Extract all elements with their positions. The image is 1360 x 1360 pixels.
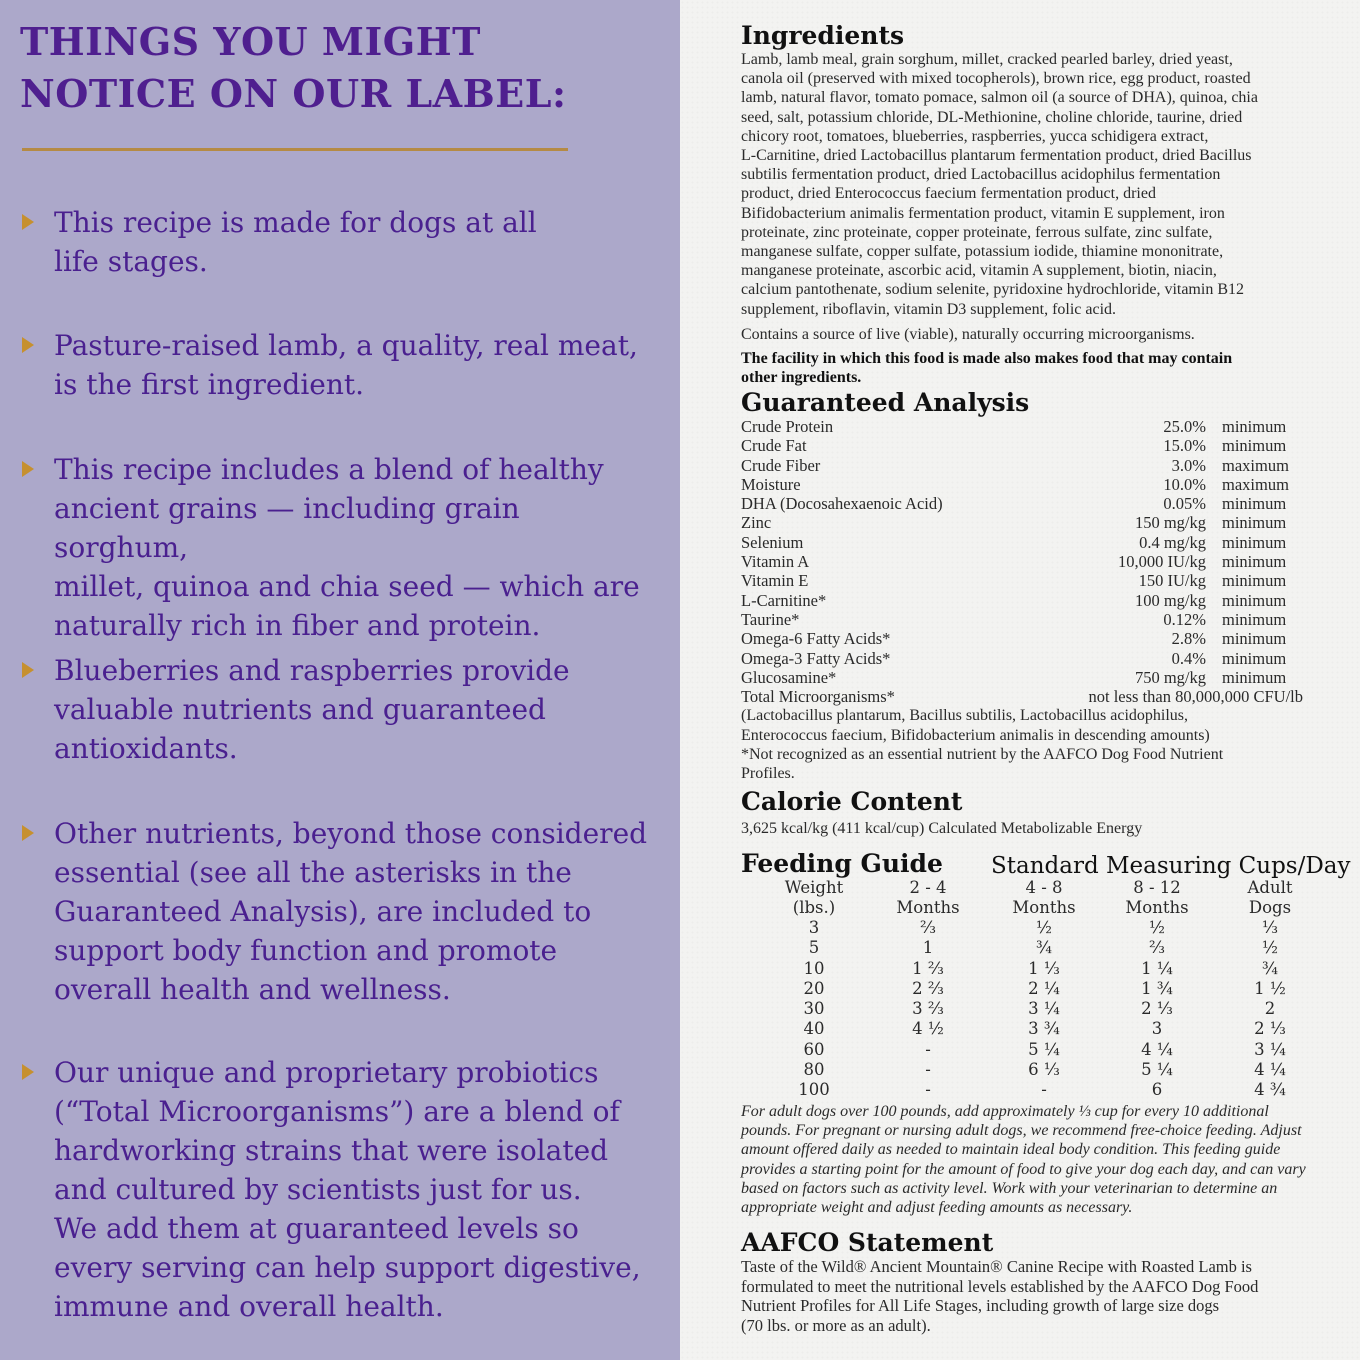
analysis-heading: Guaranteed Analysis (741, 388, 1030, 417)
feeding-cell: ⅓ (1262, 918, 1278, 937)
cups-heading: Standard Measuring Cups/Day (991, 853, 1351, 879)
feeding-cell: ¾ (1036, 938, 1052, 958)
nutrient-value: 0.4 mg/kg (1139, 532, 1206, 552)
feeding-cell: 4 ½ (912, 1019, 944, 1039)
feeding-row (741, 1019, 1341, 1039)
nutrient-value: 150 mg/kg (1134, 513, 1206, 533)
nutrient-value: 15.0% (1163, 436, 1206, 456)
nutrient-qualifier: minimum (1222, 571, 1287, 591)
bullet-text: Other nutrients, beyond those considered essential (see all the asterisks in the Guaranteed Analysis), are included to support body function and promote overall health and wellness. (54, 817, 648, 1006)
nutrient-value: 3.0% (1171, 455, 1206, 475)
analysis-row (741, 436, 1341, 455)
feeding-column-header: (lbs.) (792, 898, 836, 917)
aafco-text: Taste of the Wild® Ancient Mountain® Canine Recipe with Roasted Lamb is formulated to meet the nutritional levels established by the AAFCO Dog Food Nutrient Profiles for All Life Stages, including growth of large size dogs (70 lbs. or more as an adult). (741, 1257, 1259, 1335)
feeding-cell: ¾ (1262, 958, 1278, 978)
aafco-heading: AAFCO Statement (741, 1228, 994, 1257)
nutrient-value: 2.8% (1171, 629, 1206, 649)
feeding-cell: ⅔ (1149, 938, 1165, 958)
analysis-row (741, 668, 1341, 687)
analysis-row (741, 533, 1341, 552)
nutrient-value: not less than 80,000,000 CFU/lb (1088, 687, 1303, 707)
nutrient-qualifier: minimum (1222, 648, 1287, 668)
feeding-cell: 30 (803, 999, 825, 1019)
feeding-note: For adult dogs over 100 pounds, add approximately ⅓ cup for every 10 additional pounds. For pregnant or nursing adult dogs, we recommend free-choice feeding. Adjust amount offered daily as needed to maintain ideal body condition. This feeding guide provides a starting point for the amount of food to give your dog each day, and can vary based on factors such as activity level. Work with your veterinarian to determine an appropriate weight and adjust feeding amounts as necessary. (741, 1103, 1306, 1217)
feeding-cell: 60 (803, 1039, 825, 1059)
aafco-section (741, 1229, 1341, 1335)
feeding-cell: 2 ⅓ (1254, 1019, 1286, 1039)
feeding-cell: ⅔ (920, 918, 936, 937)
bullet-item (22, 450, 652, 645)
strains-list: (Lactobacillus plantarum, Bacillus subtilis, Lactobacillus acidophilus, Enterococcus faecium, Bifidobacterium animalis in descending amounts) (741, 707, 1210, 744)
feeding-cell: 1 (922, 938, 934, 958)
bullet-item (22, 651, 652, 768)
calorie-text: 3,625 kcal/kg (411 kcal/cup) Calculated Metabolizable Energy (741, 820, 1143, 837)
nutrient-value: 100 mg/kg (1134, 590, 1206, 610)
feeding-row (741, 959, 1341, 979)
feeding-cell: 1 ⅓ (1028, 958, 1060, 978)
feeding-cell: 3 ¼ (1028, 999, 1060, 1019)
bullet-item (22, 814, 652, 1009)
nutrient-value: 750 mg/kg (1134, 667, 1206, 687)
feeding-cell: 2 (1264, 999, 1276, 1019)
analysis-row (741, 475, 1341, 494)
feeding-cell: 6 ⅓ (1028, 1060, 1060, 1080)
nutrient-name: DHA (Docosahexaenoic Acid) (741, 494, 943, 514)
analysis-row (741, 571, 1341, 590)
feeding-cell: 3 (808, 918, 820, 937)
nutrient-qualifier: minimum (1222, 609, 1287, 629)
nutrient-qualifier: minimum (1222, 513, 1287, 533)
nutrient-value: 0.12% (1163, 609, 1206, 629)
triangle-bullet-icon (22, 825, 34, 841)
triangle-bullet-icon (22, 1064, 34, 1080)
feeding-column-header: Months (896, 898, 960, 917)
nutrient-name: Crude Fiber (741, 455, 821, 475)
nutrient-value: 150 IU/kg (1138, 571, 1206, 591)
nutrient-name: Selenium (741, 532, 804, 552)
feeding-cell: 4 ¼ (1141, 1039, 1173, 1059)
nutrient-qualifier: minimum (1222, 532, 1287, 552)
bullet-text: This recipe is made for dogs at all life stages. (54, 206, 537, 278)
bullet-text: Blueberries and raspberries provide valuable nutrients and guaranteed antioxidants. (54, 654, 570, 765)
analysis-row (741, 610, 1341, 629)
feeding-column-header: Months (1125, 898, 1189, 917)
headline-line: THINGS YOU MIGHT (20, 19, 481, 64)
feeding-row (741, 1080, 1341, 1100)
nutrient-name: Moisture (741, 474, 801, 494)
feeding-cell: 80 (803, 1060, 825, 1080)
bullet-text: Pasture-raised lamb, a quality, real meat, is the first ingredient. (54, 329, 638, 401)
feeding-column-header: Dogs (1248, 898, 1292, 917)
gold-divider (22, 148, 568, 151)
analysis-footnote: *Not recognized as an essential nutrient by the AAFCO Dog Food Nutrient Profiles. (741, 745, 1224, 783)
nutrient-name: Taurine* (741, 609, 800, 629)
feeding-cell: ½ (1262, 938, 1278, 958)
feeding-cell: 1 ⅔ (912, 958, 944, 978)
nutrient-qualifier: minimum (1222, 494, 1287, 514)
nutrient-qualifier: minimum (1222, 629, 1287, 649)
feeding-table-header (741, 878, 1341, 918)
bullet-text: This recipe includes a blend of healthy ancient grains — including grain sorghum, millet, quinoa and chia seed — which are naturally rich in fiber and protein. (54, 453, 640, 642)
triangle-bullet-icon (22, 337, 34, 353)
bullet-text: Our unique and proprietary probiotics (“Total Microorganisms”) are a blend of hardworking strains that were isolated and cultured by scientists just for us. We add them at guaranteed levels so every serving can help support digestive, immune and overall health. (54, 1056, 641, 1323)
feeding-cell: 1 ½ (1254, 978, 1286, 998)
bullet-item (22, 203, 652, 281)
feeding-row (741, 918, 1341, 938)
triangle-bullet-icon (22, 461, 34, 477)
feeding-cell: 4 ¾ (1254, 1080, 1286, 1100)
feeding-cell: 5 ¼ (1028, 1039, 1060, 1059)
feeding-row (741, 979, 1341, 999)
nutrient-name: Vitamin E (741, 571, 809, 591)
facility-warning: The facility in which this food is made also makes food that may contain other ingredients. (741, 350, 1233, 387)
nutrient-qualifier: minimum (1222, 590, 1287, 610)
feeding-cell: - (925, 1080, 931, 1100)
feeding-guide-header (741, 849, 1351, 880)
analysis-row (741, 494, 1341, 513)
nutrient-value: 25.0% (1163, 417, 1206, 436)
feeding-column-header: 4 - 8 (1025, 878, 1063, 897)
nutrient-name: Omega-6 Fatty Acids* (741, 629, 891, 649)
nutrient-name: Crude Fat (741, 436, 807, 456)
bullet-item (22, 326, 652, 404)
calorie-section (741, 788, 1341, 838)
feeding-cell: 20 (803, 978, 825, 998)
nutrient-qualifier: maximum (1222, 474, 1289, 494)
feeding-cell: 5 ¼ (1141, 1060, 1173, 1080)
microorganisms-note: Contains a source of live (viable), naturally occurring microorganisms. (741, 325, 1195, 343)
feeding-column-header: 2 - 4 (909, 878, 947, 897)
analysis-row (741, 649, 1341, 668)
nutrient-name: Total Microorganisms* (741, 687, 895, 707)
analysis-row (741, 456, 1341, 475)
nutrient-value: 0.05% (1163, 494, 1206, 514)
analysis-row-total (741, 687, 1341, 706)
feeding-cell: - (925, 1039, 931, 1059)
feeding-table (741, 878, 1341, 1101)
analysis-row (741, 591, 1341, 610)
analysis-row (741, 629, 1341, 648)
nutrient-value: 10,000 IU/kg (1118, 552, 1206, 572)
feeding-table-body (741, 918, 1341, 1101)
feeding-cell: 4 ¼ (1254, 1060, 1286, 1080)
guaranteed-analysis-section (741, 389, 1341, 783)
feeding-column-header: Months (1012, 898, 1076, 917)
feeding-cell: 10 (803, 958, 825, 978)
analysis-row (741, 513, 1341, 532)
calorie-heading: Calorie Content (741, 787, 963, 816)
analysis-row (741, 552, 1341, 571)
nutrient-name: Crude Protein (741, 417, 834, 436)
nutrient-value: 0.4% (1171, 648, 1206, 668)
headline-line: NOTICE ON OUR LABEL: (20, 71, 567, 116)
feeding-cell: 1 ¼ (1141, 958, 1173, 978)
nutrient-qualifier: minimum (1222, 436, 1287, 456)
nutrient-value: 10.0% (1163, 474, 1206, 494)
nutrient-name: L-Carnitine* (741, 590, 827, 610)
nutrient-name: Zinc (741, 513, 772, 533)
feeding-cell: 2 ⅓ (1141, 999, 1173, 1019)
feeding-row (741, 938, 1341, 958)
feeding-column-header: 8 - 12 (1133, 878, 1181, 897)
feeding-row (741, 999, 1341, 1019)
nutrient-qualifier: maximum (1222, 455, 1289, 475)
triangle-bullet-icon (22, 214, 34, 230)
feeding-cell: 6 (1151, 1080, 1163, 1100)
ingredients-list: Lamb, lamb meal, grain sorghum, millet, cracked pearled barley, dried yeast, canola oil (preserved with mixed tocopherols), brown rice, egg product, roasted lamb, natural flavor, tomato pomace, salmon oil (a source of DHA), quinoa, chia seed, salt, potassium chloride, DL-Methionine, choline chloride, taurine, dried chicory root, tomatoes, blueberries, raspberries, yucca schidigera extract, L-Carnitine, dried Lactobacillus plantarum fermentation product, dried Bacillus subtilis fermentation product, dried Lactobacillus acidophilus fermentation product, dried Enterococcus faecium fermentation product, dried Bifidobacterium animalis fermentation product, vitamin E supplement, iron proteinate, zinc proteinate, copper proteinate, ferrous sulfate, zinc sulfate, manganese sulfate, copper sulfate, potassium iodide, thiamine mononitrate, manganese proteinate, ascorbic acid, vitamin A supplement, biotin, niacin, calcium pantothenate, sodium selenite, pyridoxine hydrochloride, vitamin B12 supplement, riboflavin, vitamin D3 supplement, folic acid. (741, 51, 1258, 318)
feeding-cell: ½ (1149, 918, 1165, 937)
feeding-cell: 3 ¼ (1254, 1039, 1286, 1059)
feeding-column-header: Weight (784, 878, 844, 897)
feeding-row (741, 1040, 1341, 1060)
bullet-item (22, 1053, 652, 1326)
nutrient-qualifier: minimum (1222, 417, 1287, 436)
feeding-cell: 1 ¾ (1141, 978, 1173, 998)
feeding-cell: ½ (1036, 918, 1052, 937)
feeding-cell: 5 (808, 938, 820, 958)
feeding-cell: 2 ¼ (1028, 978, 1060, 998)
feeding-row (741, 1060, 1341, 1080)
nutrient-name: Vitamin A (741, 552, 810, 572)
feeding-cell: - (925, 1060, 931, 1080)
headline (20, 16, 566, 120)
feeding-cell: 3 ⅔ (912, 999, 944, 1019)
feeding-cell: 40 (803, 1019, 825, 1039)
feeding-cell: - (1041, 1080, 1047, 1100)
analysis-table (741, 417, 1341, 687)
feeding-column-header: Adult (1247, 878, 1293, 897)
ingredients-heading: Ingredients (741, 21, 905, 50)
triangle-bullet-icon (22, 662, 34, 678)
feeding-cell: 3 ¾ (1028, 1019, 1060, 1039)
analysis-row (741, 417, 1341, 436)
feeding-heading: Feeding Guide (741, 849, 943, 878)
feeding-cell: 3 (1151, 1019, 1163, 1039)
nutrient-qualifier: minimum (1222, 552, 1287, 572)
nutrient-name: Glucosamine* (741, 667, 837, 687)
nutrient-qualifier: minimum (1222, 667, 1287, 687)
ingredients-section (741, 22, 1341, 387)
nutrient-name: Omega-3 Fatty Acids* (741, 648, 891, 668)
feeding-cell: 2 ⅔ (912, 978, 944, 998)
feeding-cell: 100 (798, 1080, 830, 1100)
